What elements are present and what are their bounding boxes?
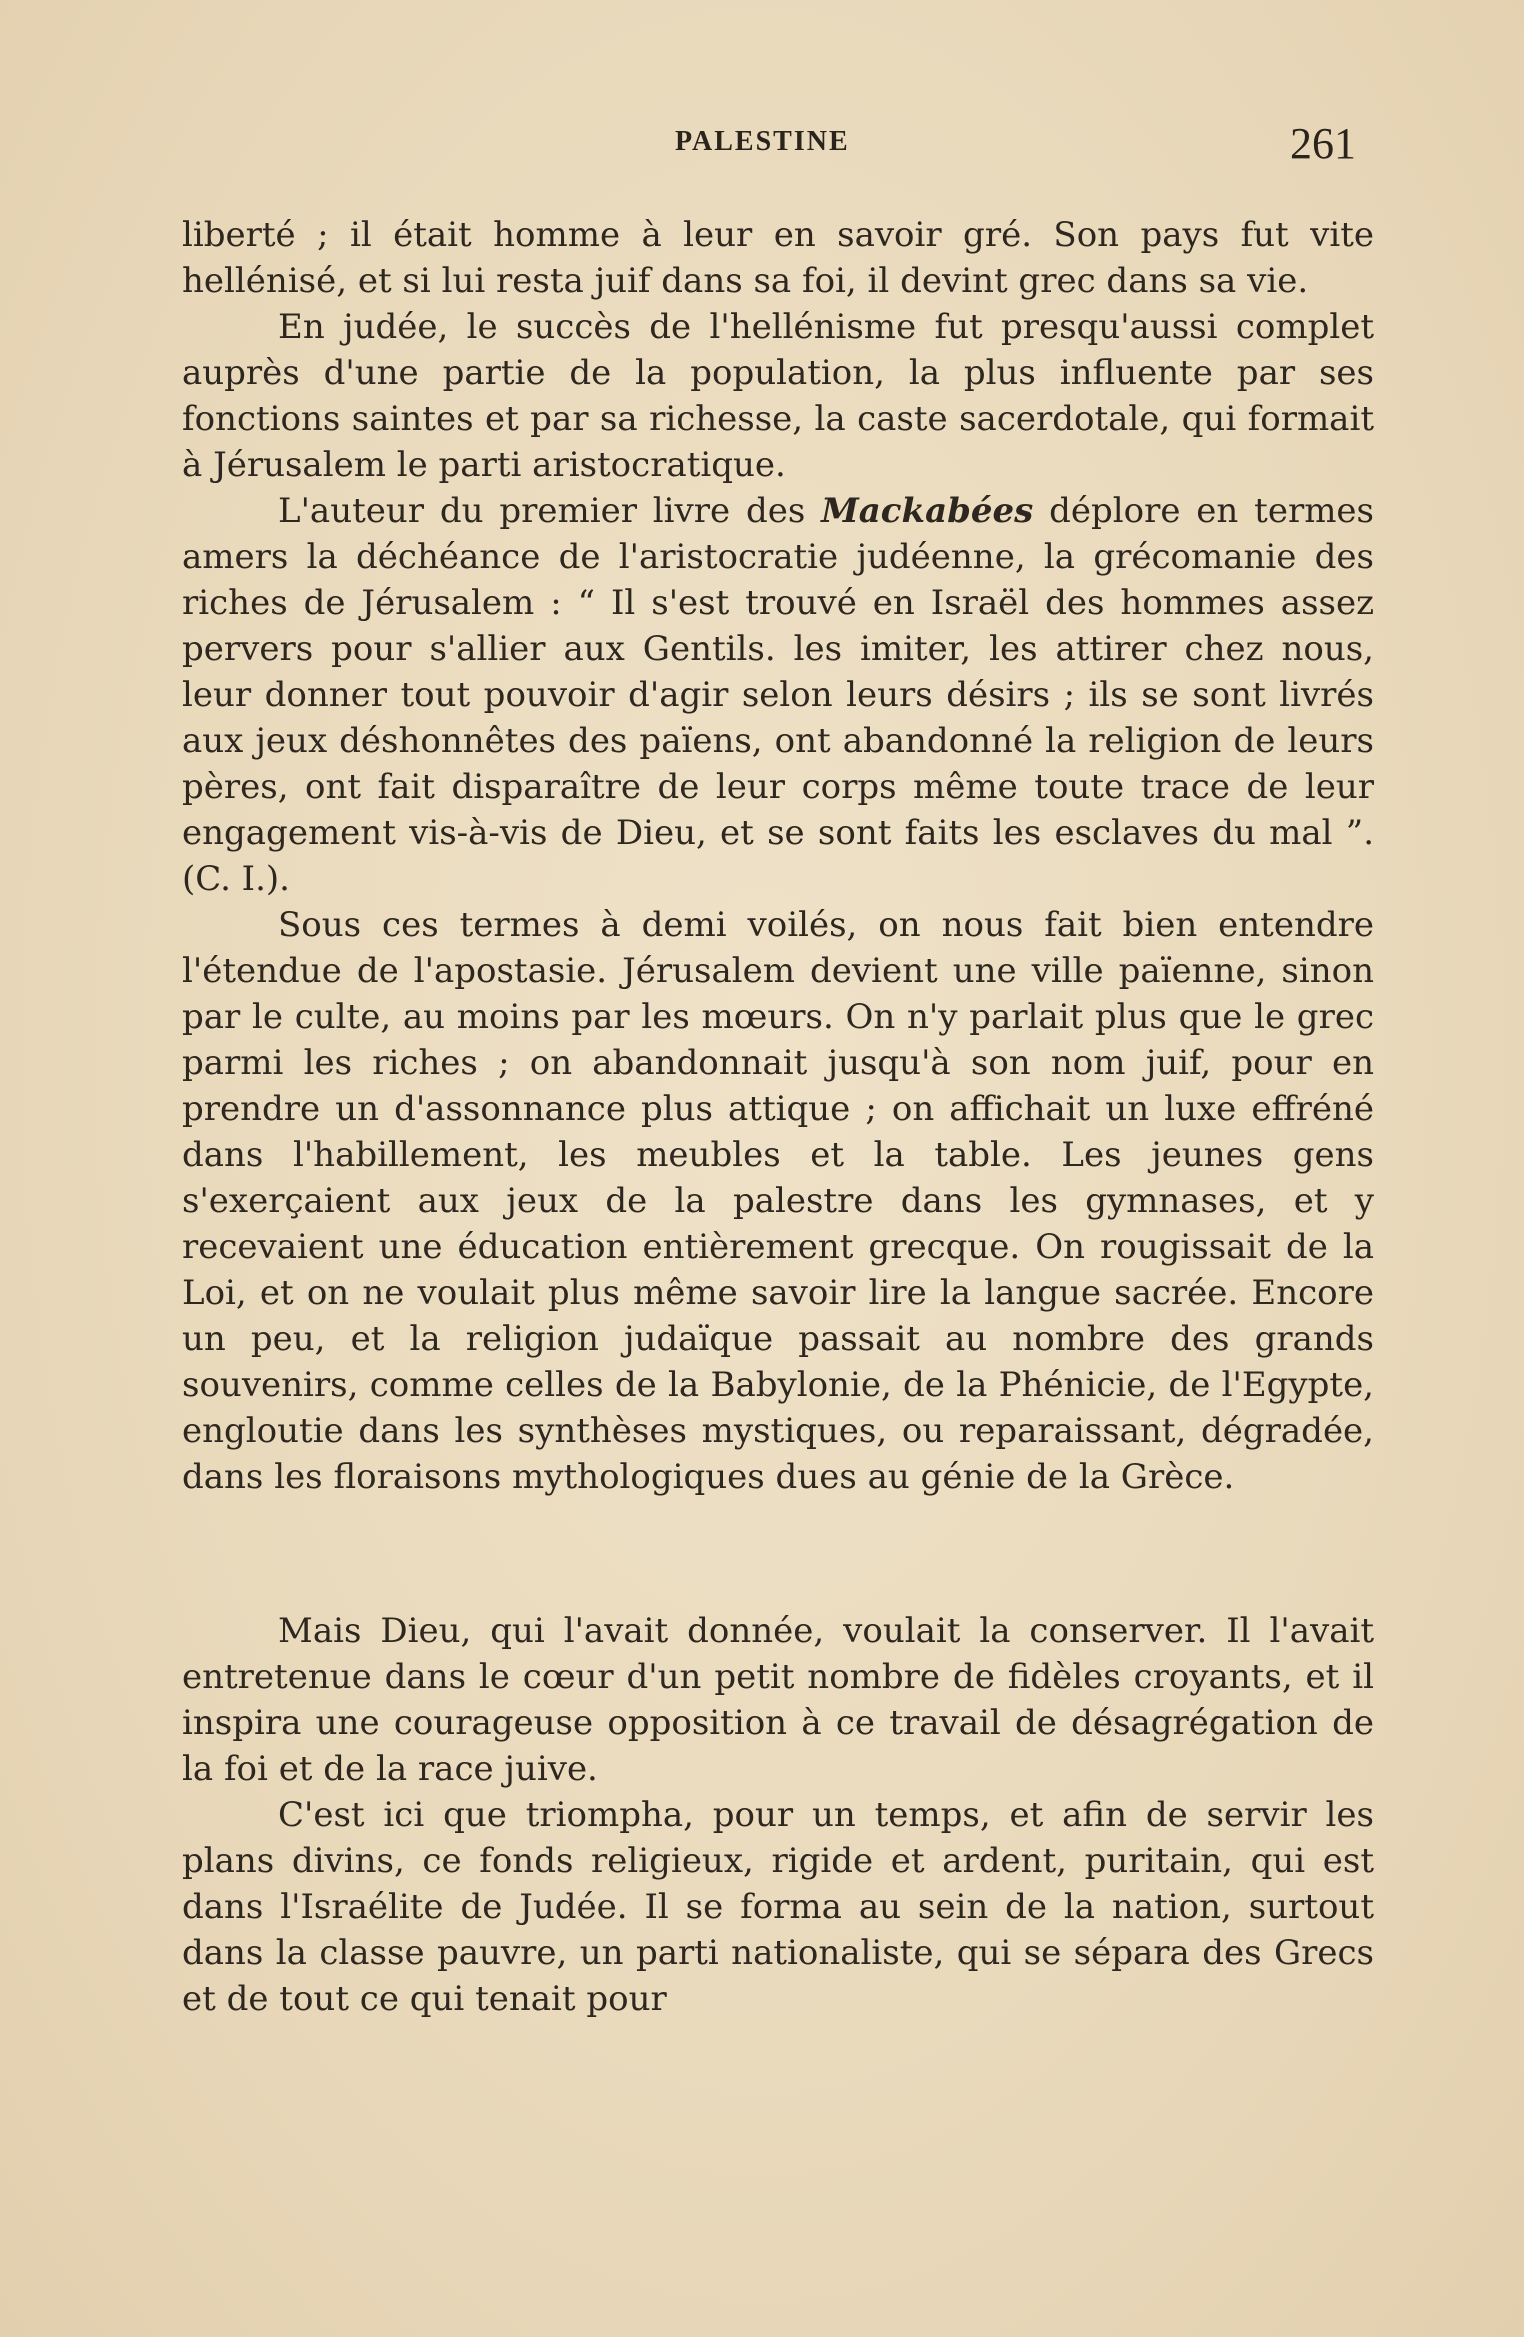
section-break: [182, 1500, 1374, 1608]
paragraph-continuation: liberté ; il était homme à leur en savoir gré. Son pays fut vite hellénisé, et si lui resta juif dans sa foi, il devint grec dans sa vie.: [182, 215, 1374, 301]
running-title: PALESTINE: [675, 126, 850, 157]
paragraph-mackabees: [182, 488, 1374, 902]
body-text: [182, 212, 1374, 2022]
page-header: [0, 118, 1524, 178]
paragraph-triompha: C'est ici que triompha, pour un temps, et afin de servir les plans divins, ce fonds religieux, rigide et ardent, puritain, qui est dans l'Israélite de Judée. Il se forma au sein de la nation, surtout dans la classe pauvre, un parti nationaliste, qui se sépara des Grecs et de tout ce qui tenait pour: [182, 1795, 1374, 2019]
page-number: 261: [1290, 119, 1356, 168]
paragraph-mais-dieu: Mais Dieu, qui l'avait donnée, voulait la conserver. Il l'avait entretenue dans le cœur d'un petit nombre de fidèles croyants, et il inspira une courageuse opposition à ce travail de désagrégation de la foi et de la race juive.: [182, 1611, 1374, 1789]
paragraph-mackabees-rest: déplore en termes amers la déchéance de l'aristocratie judéenne, la grécomanie des riches de Jérusalem : “ Il s'est trouvé en Israël des hommes assez pervers pour s'allier aux Gentils. les imiter, les attirer chez nous, leur donner tout pouvoir d'agir selon leurs désirs ; ils se sont livrés aux jeux déshonnêtes des païens, ont abandonné la religion de leurs pères, ont fait disparaître de leur corps même toute trace de leur engagement vis-à-vis de Dieu, et se sont faits les esclaves du mal ”. (C. I.).: [182, 491, 1375, 899]
paragraph-judee: En judée, le succès de l'hellénisme fut presqu'aussi complet auprès d'une partie de la population, la plus influente par ses fonctions saintes et par sa richesse, la caste sacerdotale, qui formait à Jérusalem le parti aristocratique.: [182, 307, 1374, 485]
paragraph-apostasie: Sous ces termes à demi voilés, on nous fait bien entendre l'étendue de l'apostasie. Jérusalem devient une ville païenne, sinon par le culte, au moins par les mœurs. On n'y parlait plus que le grec parmi les riches ; on abandonnait jusqu'à son nom juif, pour en prendre un d'assonnance plus attique ; on affichait un luxe effréné dans l'habillement, les meubles et la table. Les jeunes gens s'exerçaient aux jeux de la palestre dans les gymnases, et y recevaient une éducation entièrement grecque. On rougissait de la Loi, et on ne voulait plus même savoir lire la langue sacrée. Encore un peu, et la religion judaïque passait au nombre des grands souvenirs, comme celles de la Babylonie, de la Phénicie, de l'Egypte, engloutie dans les synthèses mystiques, ou reparaissant, dégradée, dans les floraisons mythologiques dues au génie de la Grèce.: [182, 905, 1374, 1497]
paragraph-mackabees-start: L'auteur du premier livre des: [278, 491, 822, 531]
book-title-mackabees: Mackabées: [821, 491, 1034, 531]
